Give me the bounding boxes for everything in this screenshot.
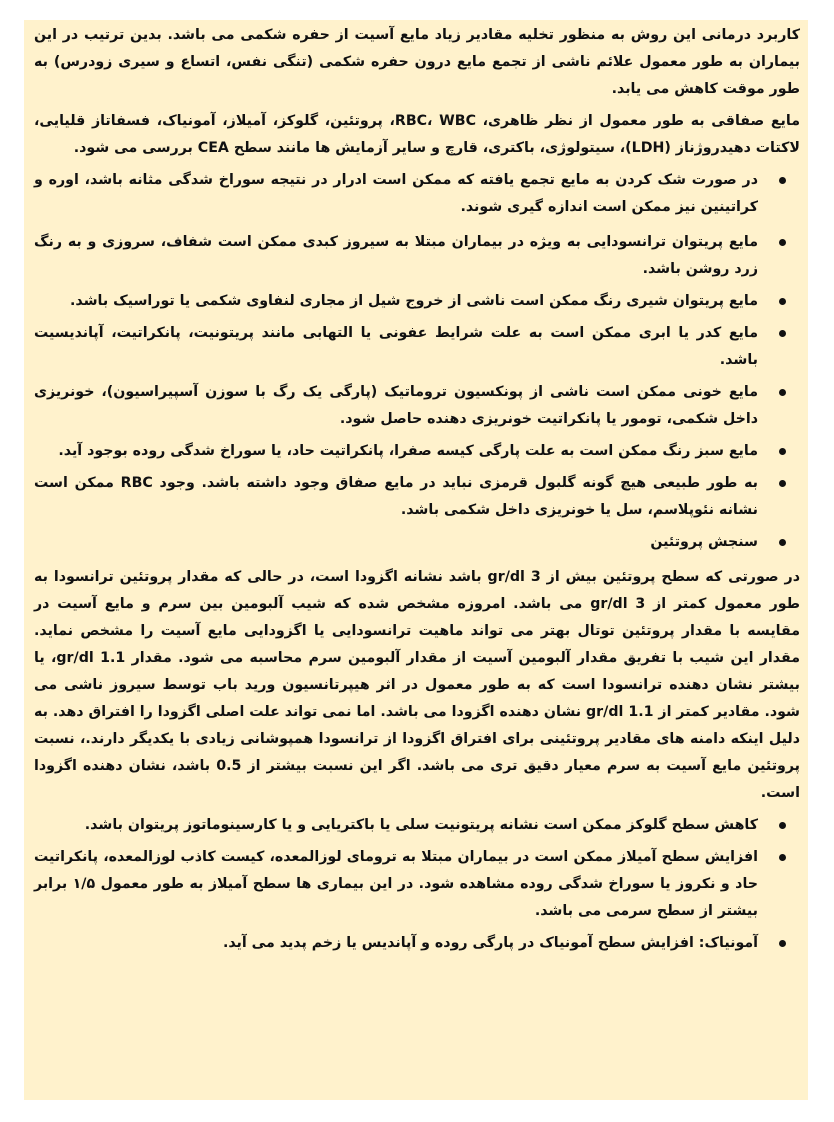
list-item: مایع پریتوان شیری رنگ ممکن است ناشی از خروج شیل از مجاری لنفاوی شکمی یا توراسیک باشد. bbox=[34, 288, 758, 315]
bullet-icon bbox=[779, 940, 786, 947]
bullet-icon bbox=[779, 298, 786, 305]
list-item: آمونیاک: افزایش سطح آمونیاک در پارگی روده و آپاندیس یا زخم پدید می آید. bbox=[34, 930, 758, 957]
list-item: مایع خونی ممکن است ناشی از پونکسیون تروماتیک (پارگی یک رگ با سوزن آسپیراسیون)، خونریزی داخل شکمی، تومور یا پانکراتیت خونریزی دهنده حاصل شود. bbox=[34, 379, 758, 433]
list-item: مایع سبز رنگ ممکن است به علت پارگی کیسه صفرا، پانکراتیت حاد، یا سوراخ شدگی روده بوجود آید. bbox=[34, 438, 758, 465]
list-item-protein-heading: سنجش پروتئین bbox=[34, 529, 758, 556]
list-item: به طور طبیعی هیچ گونه گلبول قرمزی نباید در مایع صفاق وجود داشته باشد. وجود RBC ممکن است نشانه نئوپلاسم، سل یا خونریزی داخل شکمی باشد. bbox=[34, 470, 758, 524]
bullet-icon bbox=[779, 239, 786, 246]
bullet-icon bbox=[779, 480, 786, 487]
intro-paragraph: کاربرد درمانی این روش به منظور تخلیه مقادیر زیاد مایع آسیت از حفره شکمی می باشد. بدین ترتیب در این بیماران به طور معمول علائم ناشی از تجمع مایع درون حفره شکمی (تنگی نفس، اتساع و سیری زودرس) به طور موقت کاهش می یابد. bbox=[34, 27, 800, 97]
bullet-icon bbox=[779, 177, 786, 184]
bullet-list bbox=[34, 167, 800, 556]
bullet-icon bbox=[779, 389, 786, 396]
document-body bbox=[34, 22, 800, 957]
bullet-icon bbox=[779, 854, 786, 861]
bullet-icon bbox=[779, 539, 786, 546]
bullet-list bbox=[34, 812, 800, 957]
list-item: کاهش سطح گلوکز ممکن است نشانه پریتونیت سلی یا باکتریایی و یا کارسینوماتوز پریتوان باشد. bbox=[34, 812, 758, 839]
bullet-icon bbox=[779, 448, 786, 455]
list-item: مایع کدر یا ابری ممکن است به علت شرایط عفونی یا التهابی مانند پریتونیت، پانکراتیت، آپاندیسیت باشد. bbox=[34, 320, 758, 374]
list-item: افزایش سطح آمیلاز ممکن است در بیماران مبتلا به ترومای لوزالمعده، کیست کاذب لوزالمعده، پانکراتیت حاد و نکروز یا سوراخ شدگی روده مشاهده شود. در این بیماری ها سطح آمیلاز به طور معمول ۱/۵ برابر بیشتر از سطح سرمی می باشد. bbox=[34, 844, 758, 925]
list-item: در صورت شک کردن به مایع تجمع یافته که ممکن است ادرار در نتیجه سوراخ شدگی مثانه باشد، اوره و کراتینین نیز ممکن است اندازه گیری شوند. bbox=[34, 167, 758, 221]
intro-paragraph: مایع صفاقی به طور معمول از نظر ظاهری، RBC، WBC، پروتئین، گلوکز، آمیلاز، آمونیاک، فسفاتاز قلیایی، لاکتات دهیدروژناز (LDH)، سیتولوژی، باکتری، قارچ و سایر آزمایش ها مانند سطح CEA بررسی می شود. bbox=[34, 113, 800, 156]
list-item: مایع پریتوان ترانسودایی به ویژه در بیماران مبتلا به سیروز کبدی ممکن است شفاف، سروزی و به رنگ زرد روشن باشد. bbox=[34, 229, 758, 283]
protein-paragraph: در صورتی که سطح پروتئین بیش از 3 gr/dl باشد نشانه اگزودا است، در حالی که مقدار پروتئین ترانسودا به طور معمول کمتر از 3 gr/dl می باشد. امروزه مشخص شده که شیب آلبومین بین سرم و مایع آسیت در مقایسه با مقدار پروتئین توتال بهتر می تواند ماهیت ترانسودایی یا اگزودایی مایع آسیت را مشخص نماید. مقدار این شیب با تفریق مقدار آلبومین آسیت از مقدار آلبومین سرم محاسبه می شود. مقدار 1.1 gr/dl، یا بیشتر نشان دهنده ترانسودا است که به طور معمول در اثر هیپرتانسیون ورید باب توسط سیروز ناشی می شود. مقادیر کمتر از 1.1 gr/dl نشان دهنده اگزودا می باشد. اما نمی تواند علت اصلی اگزودا را افتراق دهد. به دلیل اینکه دامنه های مقادیر پروتئینی برای افتراق اگزودا از ترانسودا همپوشانی زیادی با یکدیگر دارند.، نسبت پروتئین مایع آسیت به سرم معیار دقیق تری می باشد. اگر این نسبت بیشتر از 0.5 باشد، نشان دهنده اگزودا است. bbox=[34, 569, 800, 801]
bullet-icon bbox=[779, 330, 786, 337]
bullet-icon bbox=[779, 822, 786, 829]
